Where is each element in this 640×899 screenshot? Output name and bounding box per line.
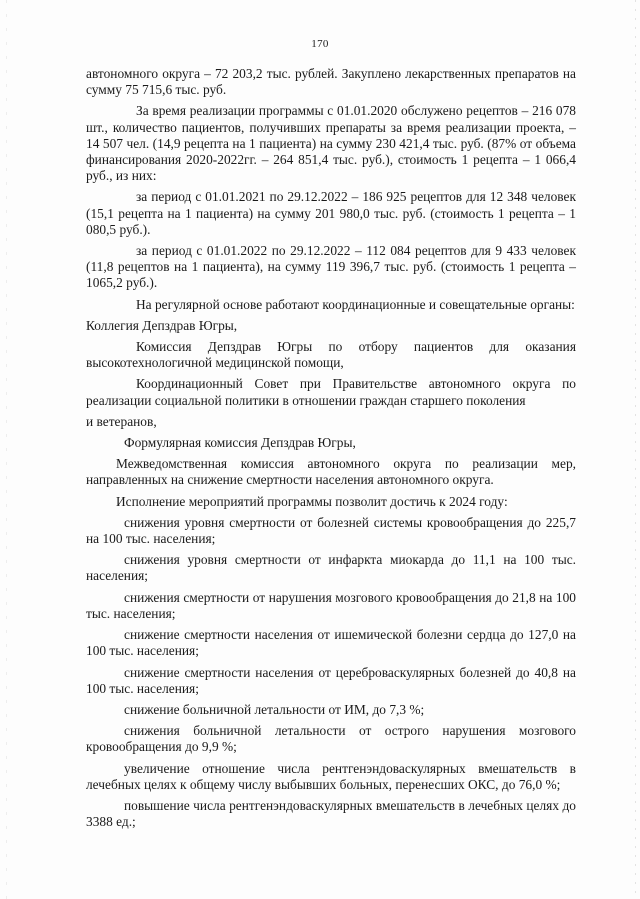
paragraph: За время реализации программы с 01.01.2020 обслужено рецептов – 216 078 шт., количество пациентов, получивших препараты за время реализации проекта, – 14 507 чел. (14,9 рецепта на 1 пациента) на сумму 230 421,4 тыс. руб. (87% от объема финансирования 2020-2022гг. – 264 851,4 тыс. руб.), стоимость 1 рецепта – 1 066,4 руб., из них: (86, 103, 576, 184)
list-item: снижения смертности от нарушения мозгового кровообращения до 21,8 на 100 тыс. населения; (86, 589, 576, 621)
list-item: снижения уровня смертности от инфаркта миокарда до 11,1 на 100 тыс. населения; (86, 552, 576, 584)
document-body (86, 66, 576, 835)
paragraph: за период с 01.01.2022 по 29.12.2022 – 112 084 рецептов для 9 433 человек (11,8 рецептов на 1 пациента), на сумму 119 396,7 тыс. руб. (стоимость 1 рецепта – 1065,2 руб.). (86, 243, 576, 291)
scan-edge-right (635, 0, 636, 899)
paragraph: автономного округа – 72 203,2 тыс. рублей. Закуплено лекарственных препаратов на сумму 75 715,6 тыс. руб. (86, 66, 576, 98)
list-item: Комиссия Депздрав Югры по отбору пациентов для оказания высокотехнологичной медицинской помощи, (86, 339, 576, 371)
list-item: Формулярная комиссия Депздрав Югры, (124, 435, 356, 451)
list-item: Координационный Совет при Правительстве автономного округа по реализации социальной политики в отношении граждан старшего поколения (86, 376, 576, 408)
paragraph: На регулярной основе работают координационные и совещательные органы: (136, 296, 575, 312)
list-item: Межведомственная комиссия автономного округа по реализации мер, направленных на снижение смертности населения автономного округа. (86, 456, 576, 488)
paragraph: Исполнение мероприятий программы позволит достичь к 2024 году: (116, 493, 508, 509)
list-item: и ветеранов, (86, 413, 157, 429)
scan-edge-left (6, 0, 7, 899)
list-item: снижения уровня смертности от болезней системы кровообращения до 225,7 на 100 тыс. населения; (86, 514, 576, 547)
paragraph: за период с 01.01.2021 по 29.12.2022 – 186 925 рецептов для 12 348 человек (15,1 рецепта на 1 пациента) на сумму 201 980,0 тыс. руб. (стоимость 1 рецепта – 1 080,5 руб.). (86, 189, 576, 237)
list-item: повышение числа рентгенэндоваскулярных вмешательств в лечебных целях до 3388 ед.; (86, 797, 576, 830)
list-item: Коллегия Депздрав Югры, (86, 317, 238, 333)
list-item: увеличение отношение числа рентгенэндоваскулярных вмешательств в лечебных целях к общему числу выбывших больных, перенесших ОКС, до 76,0 %; (86, 760, 576, 792)
list-item: снижение смертности населения от ишемической болезни сердца до 127,0 на 100 тыс. населения; (86, 627, 576, 659)
page-number: 170 (311, 38, 329, 50)
list-item: снижения больничной летальности от острого нарушения мозгового кровообращения до 9,9 %; (86, 723, 576, 755)
list-item: снижение больничной летальности от ИМ, до 7,3 %; (124, 701, 425, 717)
list-item: снижение смертности населения от цереброваскулярных болезней до 40,8 на 100 тыс. населения; (86, 664, 576, 696)
